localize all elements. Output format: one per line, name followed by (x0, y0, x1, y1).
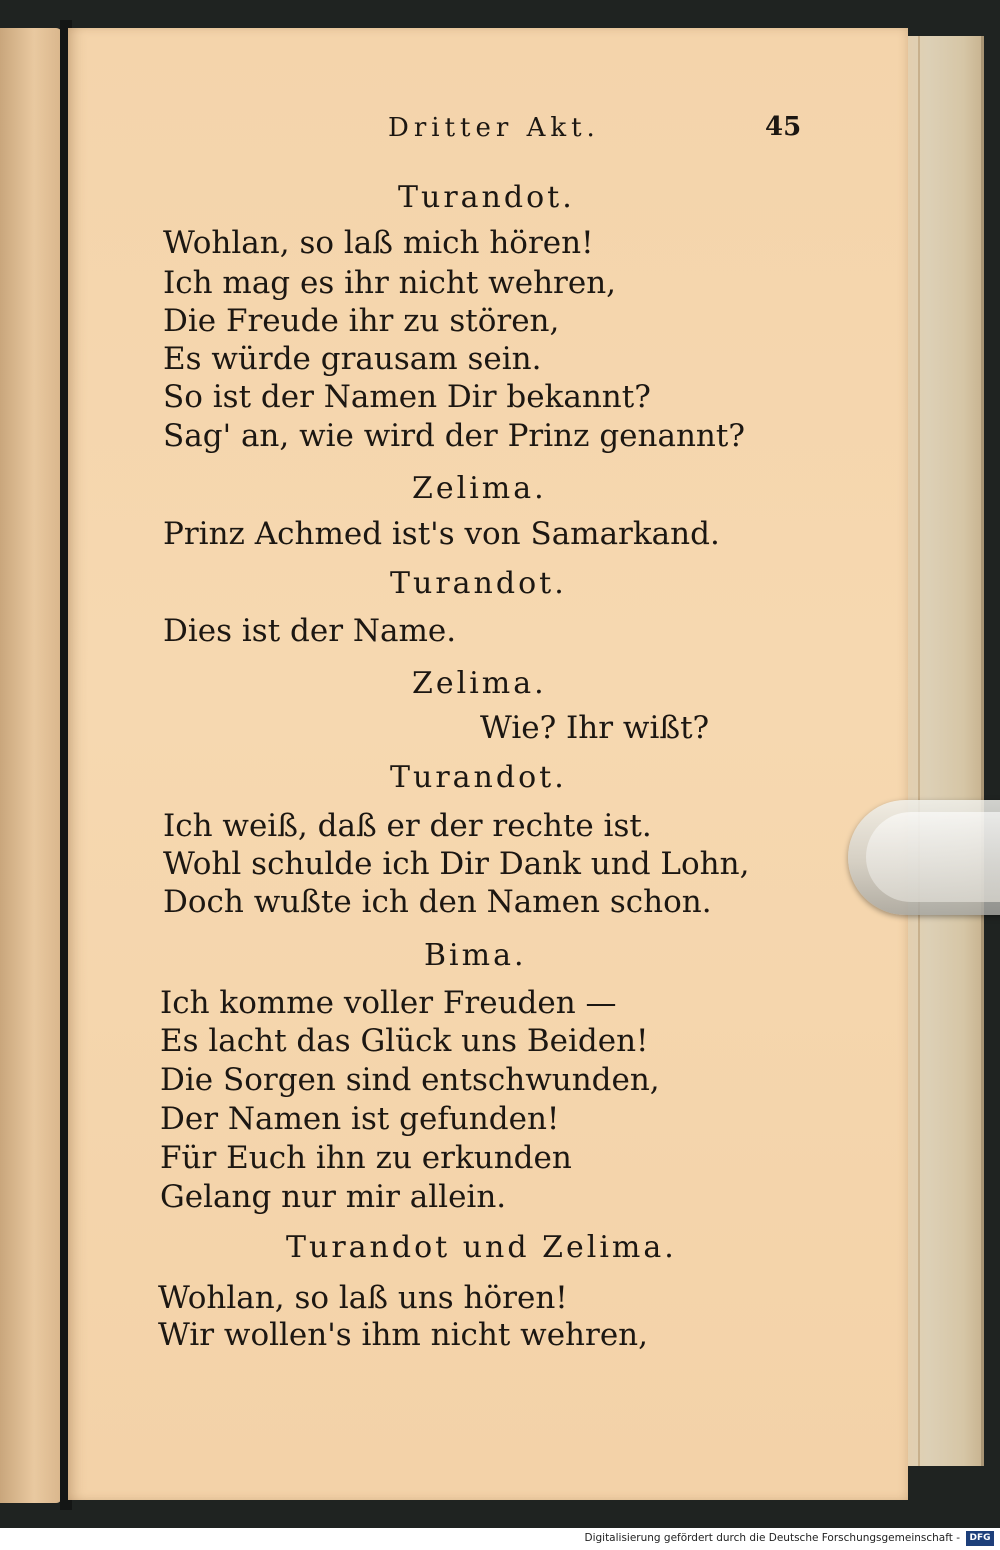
speaker-zelima: Zelima. (412, 471, 547, 506)
verse-line: Es lacht das Glück uns Beiden! (160, 1023, 649, 1059)
verse-line: Gelang nur mir allein. (160, 1179, 507, 1215)
verse-line: Ich weiß, daß er der rechte ist. (163, 808, 652, 844)
verse-line: Prinz Achmed ist's von Samarkand. (163, 516, 720, 552)
speaker-turandot: Turandot. (390, 760, 567, 795)
verse-line: Doch wußte ich den Namen schon. (163, 884, 712, 920)
verse-line: Ich mag es ihr nicht wehren, (163, 265, 617, 301)
page-edge-line (918, 36, 920, 1466)
verse-line: Wir wollen's ihm nicht wehren, (158, 1317, 649, 1353)
verse-line: Sag' an, wie wird der Prinz genannt? (163, 418, 745, 454)
dfg-logo: DFG (966, 1531, 994, 1546)
verse-line: Die Sorgen sind entschwunden, (160, 1062, 660, 1098)
speaker-turandot: Turandot. (398, 180, 575, 215)
verse-line: Wohl schulde ich Dir Dank und Lohn, (163, 846, 750, 882)
running-title: Dritter Akt. (388, 113, 600, 143)
verse-line: Wohlan, so laß uns hören! (158, 1280, 568, 1316)
speaker-zelima: Zelima. (412, 666, 547, 701)
facing-page-edge (0, 28, 62, 1503)
footer-credit: Digitalisierung gefördert durch die Deutsche Forschungsgemeinschaft - (584, 1532, 960, 1544)
verse-line: Es würde grausam sein. (163, 341, 542, 377)
verse-line: Wohlan, so laß mich hören! (163, 225, 594, 261)
speaker-turandot-und-zelima: Turandot und Zelima. (286, 1230, 677, 1265)
speaker-bima: Bima. (424, 938, 527, 973)
verse-line: Die Freude ihr zu stören, (163, 303, 560, 339)
verse-line: Wie? Ihr wißt? (480, 710, 710, 746)
verse-line: Ich komme voller Freuden — (160, 985, 617, 1021)
verse-line: Der Namen ist gefunden! (160, 1101, 560, 1137)
speaker-turandot: Turandot. (390, 566, 567, 601)
page-clip-highlight (866, 812, 1000, 902)
verse-line: Für Euch ihn zu erkunden (160, 1140, 572, 1176)
digitization-footer (0, 1528, 1000, 1550)
verse-line: Dies ist der Name. (163, 613, 457, 649)
page-number: 45 (765, 112, 802, 142)
verse-line: So ist der Namen Dir bekannt? (163, 379, 651, 415)
